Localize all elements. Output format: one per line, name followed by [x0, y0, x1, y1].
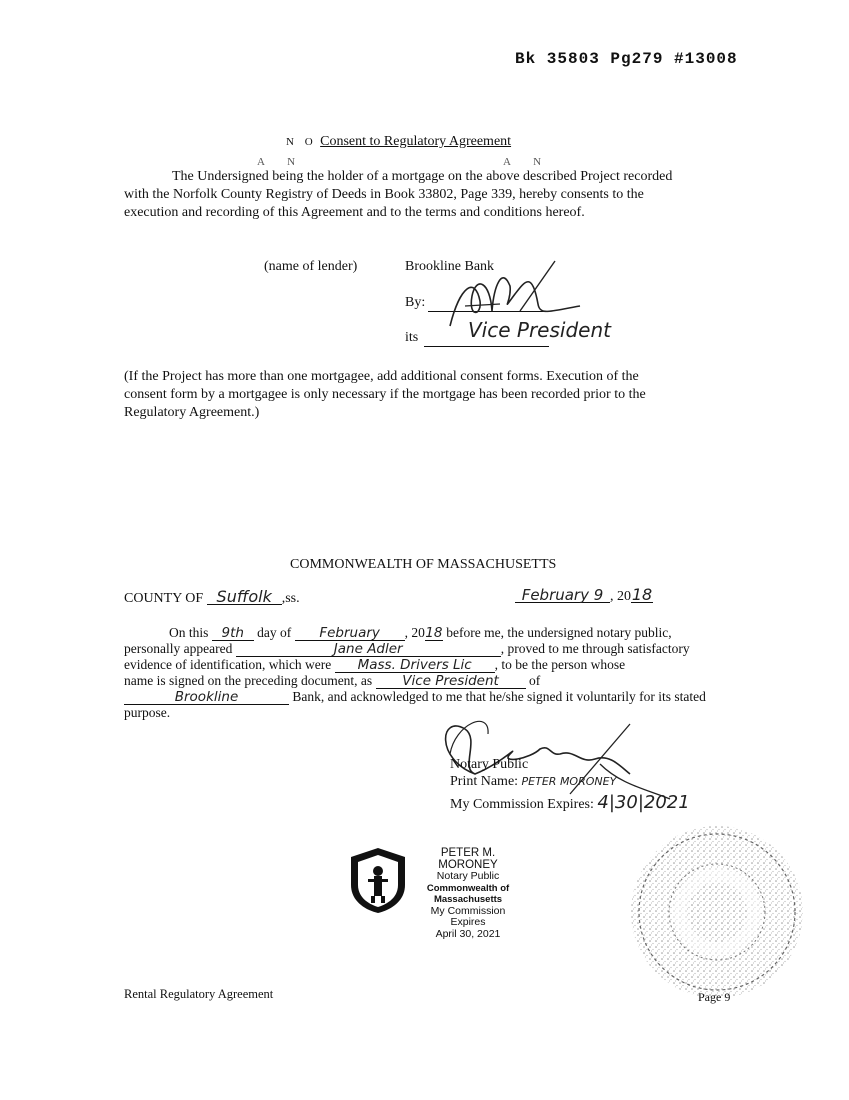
ack-line-3: [124, 657, 744, 673]
stamp-name: PETER M. MORONEY: [438, 847, 498, 871]
mortgagee-note-line-1: (If the Project has more than one mortgagee, add additional consent forms. Execution of the: [124, 369, 639, 384]
day-of-label: day of: [257, 625, 292, 640]
commission-label: My Commission Expires:: [450, 797, 594, 812]
personally-appeared-label: personally appeared: [124, 641, 233, 656]
massachusetts-seal-icon: [343, 845, 413, 915]
stamp-state: Commonwealth of Massachusetts: [426, 882, 510, 905]
id-value: Mass. Drivers Lic: [335, 658, 495, 673]
county-value: Suffolk: [207, 590, 282, 605]
consent-title-row: [286, 134, 511, 150]
mortgagee-note-line-3: Regulatory Agreement.): [124, 405, 260, 420]
consent-paragraph: [124, 168, 744, 222]
notary-date-handwritten: February 9: [515, 588, 610, 603]
to-be-text: , to be the person whose: [494, 657, 626, 672]
consent-paragraph-line-2: with the Norfolk County Registry of Deeds in Book 33802, Page 339, hereby consents to the: [124, 187, 644, 202]
print-name-row: [450, 774, 616, 790]
consent-title: Consent to Regulatory Agreement: [320, 134, 512, 149]
ack-year-value: 18: [425, 625, 443, 641]
consent-paragraph-line-1: The Undersigned being the holder of a mortgage on the above described Project recorded: [172, 169, 673, 184]
stamp-expires-date: April 30, 2021: [435, 927, 501, 940]
book-page-reference: Bk 35803 Pg279 #13008: [515, 50, 738, 68]
mortgagee-note: [124, 368, 744, 422]
ack-line-1: [124, 625, 744, 641]
title-overprint-prefix: N O: [286, 136, 317, 148]
county-label: COUNTY OF: [124, 591, 204, 606]
notary-public-label: Notary Public: [450, 757, 529, 772]
person-value: Jane Adler: [236, 642, 501, 657]
month-value: February: [295, 626, 405, 641]
ack-line-2: [124, 641, 744, 657]
its-label: its: [405, 330, 419, 345]
notary-date-row: [515, 585, 653, 605]
its-handwritten-title: Vice President: [468, 318, 611, 342]
notary-date-year-prefix: , 20: [610, 589, 631, 604]
before-me-text: before me, the undersigned notary public,: [446, 625, 672, 640]
print-name-label: Print Name:: [450, 774, 519, 789]
its-signature-line: [424, 346, 549, 347]
stamp-title: Notary Public: [436, 870, 500, 882]
day-value: 9th: [212, 626, 254, 641]
footer-left: Rental Regulatory Agreement: [124, 987, 274, 1001]
county-row: [124, 587, 300, 607]
name-signed-label: name is signed on the preceding document, as: [124, 673, 373, 688]
mortgagee-note-line-2: consent form by a mortgagee is only necessary if the mortgage has been recorded prior to the: [124, 387, 646, 402]
evidence-label: evidence of identification, which were: [124, 657, 332, 672]
proved-text: , proved to me through satisfactory: [500, 641, 690, 656]
role-value: Vice President: [376, 674, 526, 689]
ack-line-5: [124, 689, 744, 705]
on-this-label: On this: [169, 625, 209, 640]
embossed-seal: [625, 820, 810, 1000]
ack-line-4: [124, 673, 744, 689]
notary-stamp-text: [412, 848, 524, 940]
overprint-mark-left: A N: [257, 156, 306, 168]
by-label: By:: [405, 295, 426, 310]
bank-value: Brookline: [124, 690, 289, 705]
bank-suffix-text: Bank, and acknowledged to me that he/she signed it voluntarily for its stated: [292, 689, 706, 704]
of-label: of: [528, 673, 541, 688]
ack-year-prefix: , 20: [404, 625, 425, 640]
commission-row: [450, 792, 690, 813]
consent-paragraph-line-3: execution and recording of this Agreement and to the terms and conditions hereof.: [124, 205, 585, 220]
ack-line-6: purpose.: [124, 705, 171, 720]
lender-caption: (name of lender): [264, 259, 358, 274]
overprint-mark-right: A N: [503, 156, 552, 168]
print-name-value: PETER MORONEY: [521, 775, 617, 788]
footer-page-number: Page 9: [698, 990, 731, 1004]
notary-date-year-suffix: 18: [631, 585, 653, 604]
stamp-expires-label: My Commission Expires: [430, 904, 506, 928]
commonwealth-heading: COMMONWEALTH OF MASSACHUSETTS: [290, 557, 557, 572]
lender-name: Brookline Bank: [405, 259, 495, 274]
ss-label: ,ss.: [281, 591, 300, 606]
commission-value: 4|30|2021: [597, 792, 690, 813]
